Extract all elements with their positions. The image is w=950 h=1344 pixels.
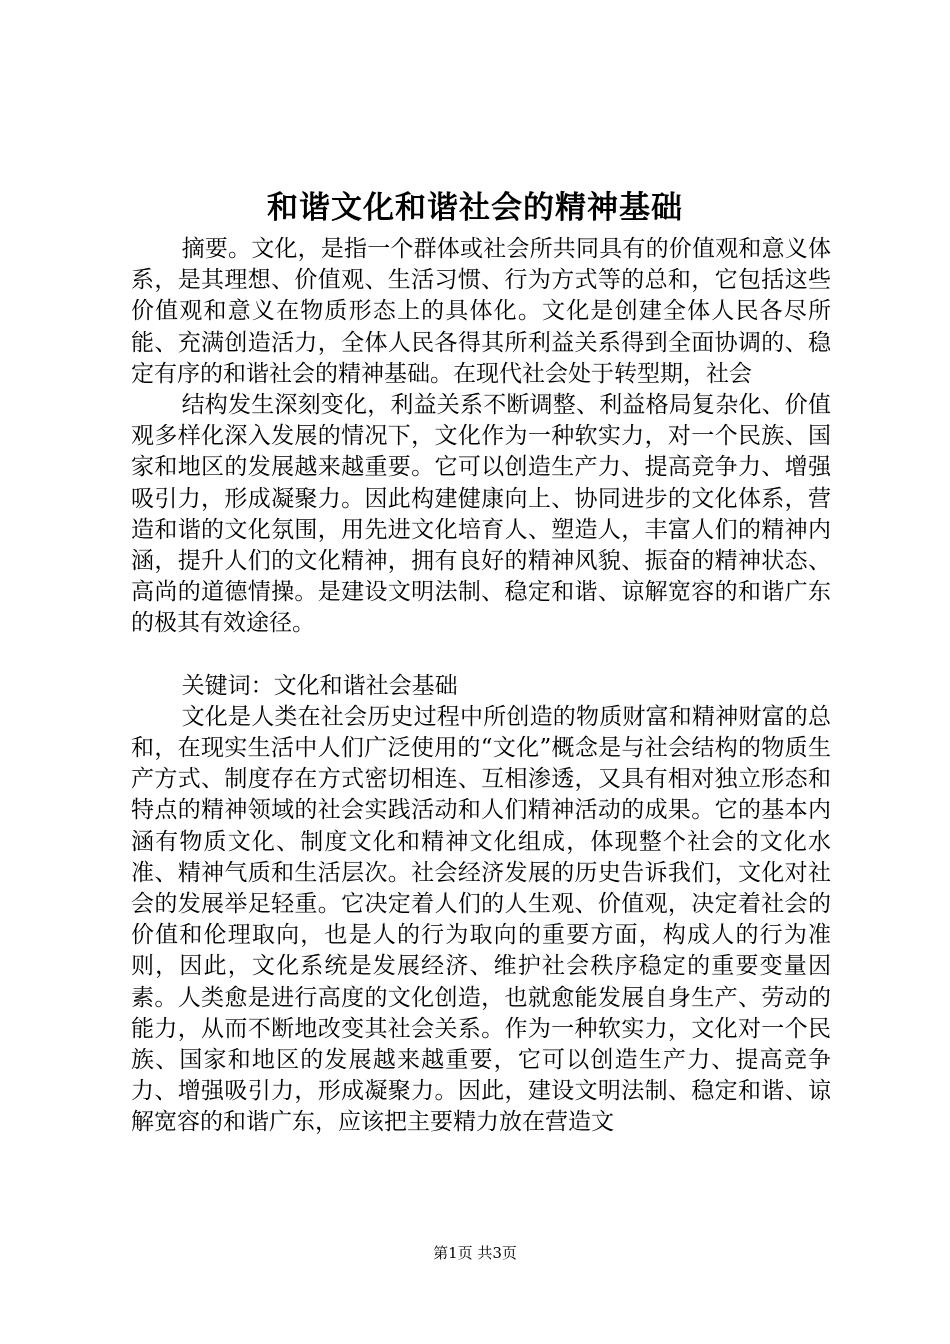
page-number-footer: 第1页 共3页 [433, 1244, 517, 1262]
document-title: 和谐文化和谐社会的精神基础 [267, 190, 683, 226]
document-body [131, 234, 831, 1139]
keywords-paragraph: 关键词：文化和谐社会基础 [181, 672, 458, 699]
body-paragraph: 文化是人类在社会历史过程中所创造的物质财富和精神财富的总和，在现实生活中人们广泛使用的“文化”概念是与社会结构的物质生产方式、制度存在方式密切相连、互相渗透，又具有相对独立形态和特点的精神领域的社会实践活动和人们精神活动的成果。它的基本内涵有物质文化、制度文化和精神文化组成，体现整个社会的文化水准、精神气质和生活层次。社会经济发展的历史告诉我们，文化对社会的发展举足轻重。它决定着人们的人生观、价值观，决定着社会的价值和伦理取向，也是人的行为取向的重要方面，构成人的行为准则，因此，文化系统是发展经济、维护社会秩序稳定的重要变量因素。人类愈是进行高度的文化创造，也就愈能发展自身生产、劳动的能力，从而不断地改变其社会关系。作为一种软实力，文化对一个民族、国家和地区的发展越来越重要，它可以创造生产力、提高竞争力、增强吸引力，形成凝聚力。因此，建设文明法制、稳定和谐、谅解宽容的和谐广东，应该把主要精力放在营造文 [131, 703, 831, 1136]
abstract-paragraph: 摘要。文化，是指一个群体或社会所共同具有的价值观和意义体系，是其理想、价值观、生活习惯、行为方式等的总和，它包括这些价值观和意义在物质形态上的具体化。文化是创建全体人民各尽所能、充满创造活力，全体人民各得其所利益关系得到全面协调的、稳定有序的和谐社会的精神基础。在现代社会处于转型期，社会 [131, 236, 831, 387]
abstract-continuation-paragraph: 结构发生深刻变化，利益关系不断调整、利益格局复杂化、价值观多样化深入发展的情况下，文化作为一种软实力，对一个民族、国家和地区的发展越来越重要。它可以创造生产力、提高竞争力、增强吸引力，形成凝聚力。因此构建健康向上、协同进步的文化体系，营造和谐的文化氛围，用先进文化培育人、塑造人，丰富人们的精神内涵，提升人们的文化精神，拥有良好的精神风貌、振奋的精神状态、高尚的道德情操。是建设文明法制、稳定和谐、谅解宽容的和谐广东的极其有效途径。 [131, 392, 831, 637]
paragraph-spacer [131, 640, 831, 671]
